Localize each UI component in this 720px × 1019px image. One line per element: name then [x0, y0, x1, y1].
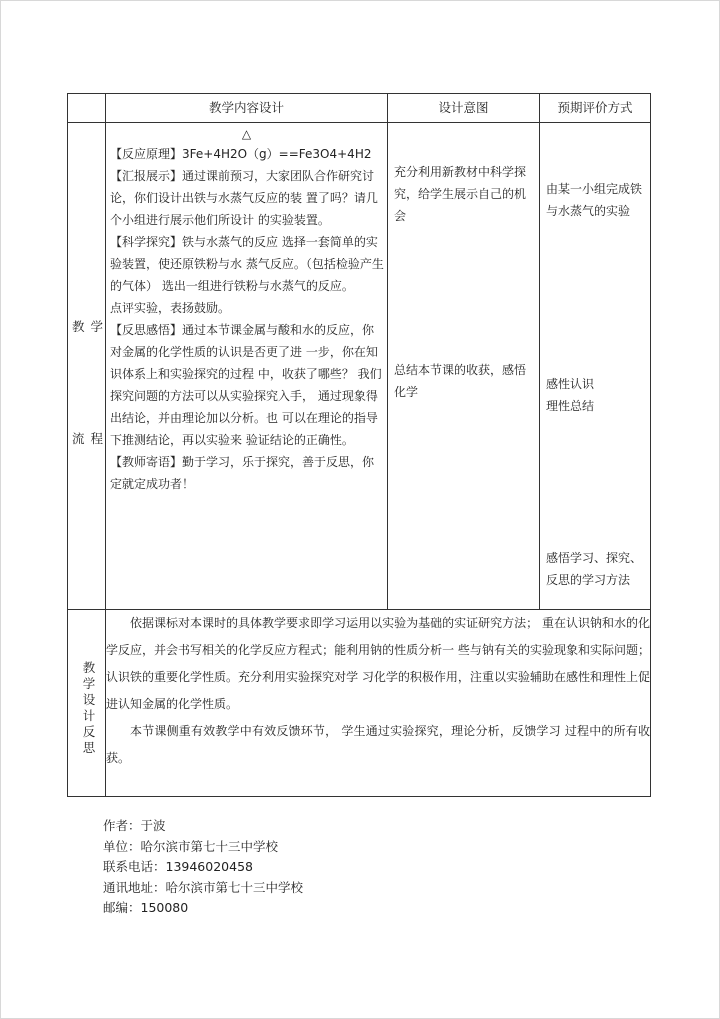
reflection-paragraph-2: 本节课侧重有效教学中有效反馈环节， 学生通过实验探究，理论分析，反馈学习 过程中的所有收获。 — [106, 724, 650, 765]
process-label-top: 教 学 — [72, 319, 104, 334]
reflection-row — [68, 610, 651, 797]
header-content-design: 教学内容设计 — [106, 94, 388, 123]
header-design-intent: 设计意图 — [388, 94, 540, 123]
content-text — [106, 143, 387, 495]
process-label-cell — [68, 123, 106, 610]
reflection-label: 教学设计反思 — [82, 660, 96, 755]
reflection-cell — [106, 610, 651, 797]
header-blank — [68, 94, 106, 123]
evaluation-2: 感性认识 理性总结 — [546, 377, 595, 413]
reaction-principle: 【反应原理】3Fe+4H2O（g）==Fe3O4+4H2 — [110, 147, 372, 161]
author-info — [103, 816, 303, 919]
process-label-bottom: 流 程 — [72, 431, 104, 446]
header-evaluation: 预期评价方式 — [540, 94, 651, 123]
author-address: 通讯地址：哈尔滨市第七十三中学校 — [103, 879, 304, 895]
design-intent-cell — [388, 123, 540, 610]
design-intent-1: 充分利用新教材中科学探究，给学生展示自己的机会 — [394, 165, 527, 223]
design-intent-2: 总结本节课的收获，感悟化学 — [394, 363, 527, 399]
author-postcode: 邮编：150080 — [103, 900, 189, 915]
evaluation-3: 感悟学习、探究、反思的学习方法 — [546, 551, 643, 587]
comment-experiment: 点评实验，表扬鼓励。 — [110, 301, 231, 315]
report-display: 【汇报展示】通过课前预习，大家团队合作研究讨论，你们设计出铁与水蒸气反应的装 置了吗？请几个小组进行展示他们所设计 的实验装置。 — [110, 169, 378, 227]
content-design-cell — [106, 123, 388, 610]
author-unit: 单位：哈尔滨市第七十三中学校 — [103, 838, 279, 854]
author-phone: 联系电话：13946020458 — [103, 859, 253, 874]
teacher-message: 【教师寄语】勤于学习，乐于探究，善于反思，你定就定成功者！ — [110, 455, 375, 491]
reflection-insight: 【反思感悟】通过本节课金属与酸和水的反应，你对金属的化学性质的认识是否更了进 一步，你在知识体系上和实验探究的过程 中，收获了哪些？ 我们探究问题的方法可以从实验探究入手， 通过现象得出结论，并由理论加以分析。也 可以在理论的指导下推测结论，再以实验来 验证结论的正确性。 — [110, 323, 382, 447]
reflection-paragraph-1: 依据课标对本课时的具体教学要求即学习运用以实验为基础的实证研究方法； 重在认识钠和水的化学反应，并会书写相关的化学反应方程式；能利用钠的性质分析一 些与钠有关的实验现象和实际问题； 认识铁的重要化学性质。充分利用实验探究对学 习化学的积极作用，注重以实验辅助在感性和理性上促进认知金属的化学性质。 — [106, 616, 650, 711]
delta-symbol: △ — [241, 127, 252, 141]
science-inquiry: 【科学探究】铁与水蒸气的反应 选择一套简单的实验装置，使还原铁粉与水 蒸气反应。（包括检验产生的气体） 选出一组进行铁粉与水蒸气的反应。 — [110, 235, 384, 293]
evaluation-cell — [540, 123, 651, 610]
reflection-label-cell — [68, 610, 106, 797]
evaluation-1: 由某一小组完成铁与水蒸气的实验 — [546, 182, 643, 218]
author-name: 作者：于波 — [103, 818, 166, 833]
lesson-table — [67, 93, 651, 797]
process-row — [68, 123, 651, 610]
header-row — [68, 94, 651, 123]
